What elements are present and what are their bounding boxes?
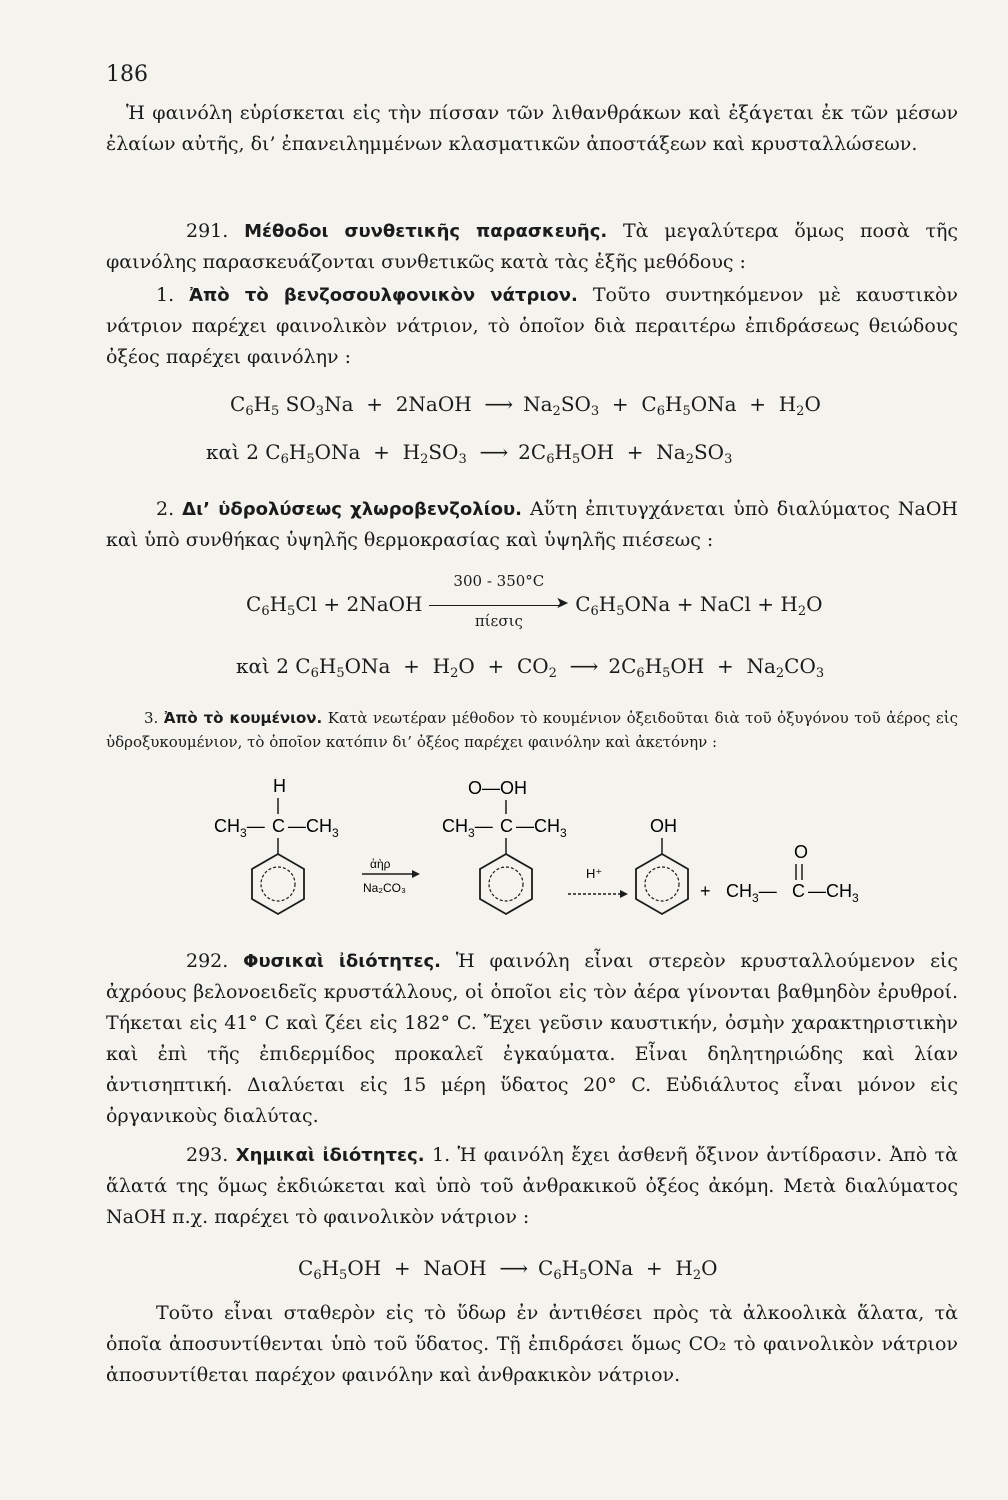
svg-text:C: C — [792, 881, 805, 901]
and-word: καὶ — [206, 440, 240, 464]
svg-text:CH3—: $CH_3—$ — [726, 881, 777, 905]
svg-text:CH3—: $CH_3—$ — [442, 816, 493, 840]
method-2 — [106, 494, 958, 556]
closing-paragraph: Τοῦτο εἶναι σταθερὸν εἰς τὸ ὕδωρ ἐν ἀντιθέσει πρὸς τὰ ἀλκοολικὰ ἅλατα, τὰ ὁποῖα ἀποσυντίθενται ὑπὸ τοῦ ὕδατος. Τῇ ἐπιδράσει ὅμως CO₂ τὸ φαινολικὸν νάτριον ἀποσυντίθεται παρέχον φαινόλην καὶ ἀνθρακικὸν νάτριον. — [106, 1302, 958, 1386]
section-number: 293. — [186, 1144, 229, 1166]
equation-3: $C_6H_5OH$ + NaOH ⟶ $C_6H_5ONa + H_2O$ — [298, 1256, 718, 1283]
equation-2a: $C_6H_5Cl$ + 2NaOH 300 - 350°C ➤ πίεσις $C_6H_5ONa$ + NaCl + $H_2O$ — [246, 571, 823, 630]
equation-1a: $C_6H_5$ $SO_3Na$ + 2NaOH ⟶ $Na_2SO_3 + C_6H_5ONa + H_2O$ — [230, 392, 821, 419]
method-3 — [106, 706, 958, 754]
section-292 — [106, 946, 958, 1132]
method-text: Αὕτη ἐπιτυγχάνεται ὑπὸ διαλύματος NaOH καὶ ὑπὸ συνθήκας ὑψηλῆς θερμοκρασίας καὶ ὑψηλῆς πιέσεως : — [106, 498, 959, 551]
svg-text:H: H — [273, 776, 286, 796]
svg-text:C: C — [272, 816, 285, 836]
reaction-arrow — [429, 571, 569, 630]
method-text: Τοῦτο συντηκόμενον μὲ καυστικὸν νάτριον παρέχει φαινολικὸν νάτριον, τὸ ὁποῖον διὰ περαιτέρω ἐπιδράσεως θειώδους ὀξέος παρέχει φαινόλην : — [106, 284, 958, 368]
acid-cleavage-arrow — [568, 866, 628, 898]
section-number: 291. — [186, 220, 229, 242]
method-title: Ἀπὸ τὸ κουμένιον. — [163, 709, 323, 727]
cumene-reaction-scheme — [200, 770, 900, 935]
svg-text:O—OH: O—OH — [468, 778, 528, 798]
section-title: Φυσικαὶ ἰδιότητες. — [243, 951, 441, 972]
svg-text:O: O — [794, 842, 809, 862]
cumene-structure — [214, 776, 339, 914]
equation-1b: καὶ 2 $C_6H_5ONa + H_2SO_3$ ⟶ $2C_6H_5OH + Na_2SO_3$ — [206, 440, 733, 467]
h-plus-label: H⁺ — [586, 866, 603, 881]
and-word: καὶ — [236, 654, 270, 678]
section-title: Χημικαὶ ἰδιότητες. — [235, 1145, 425, 1166]
section-text: Ἡ φαινόλη εἶναι στερεὸν κρυσταλλούμενον εἰς ἀχρόους βελονοειδεῖς κρυστάλλους, οἱ ὁποῖοι εἰς τὸν ἀέρα γίνονται βαθμηδὸν ἐρυθροί. Τήκεται εἰς 41° C καὶ ζέει εἰς 182° C. Ἔχει γεῦσιν καυστικήν, ὀσμὴν χαρακτηριστικὴν καὶ ἐπὶ τῆς ἐπιδερμίδος προκαλεῖ ἐγκαύματα. Εἶναι δηλητηριώδης καὶ λίαν ἀντισηπτική. Διαλύεται εἰς 15 μέρη ὕδατος 20° C. Εὐδιάλυτος εἶναι μόνον εἰς ὀργανικοὺς διαλύτας. — [106, 950, 959, 1127]
equation-2b: καὶ 2 $C_6H_5ONa + H_2O + CO_2$ ⟶ $2C_6H_5OH + Na_2CO_3$ — [236, 654, 825, 681]
svg-text:OH: OH — [650, 816, 677, 836]
temperature-condition: 300 - 350°C — [453, 571, 545, 590]
intro-paragraph: Ἡ φαινόλη εὑρίσκεται εἰς τὴν πίσσαν τῶν λιθανθράκων καὶ ἐξάγεται ἐκ τῶν μέσων ἐλαίων αὐτῆς, δι’ ἐπανειλημμένων κλασματικῶν ἀποστάξεων καὶ κρυσταλλώσεων. — [106, 102, 958, 155]
svg-text:—CH3: $—CH_3$ — [288, 816, 339, 840]
method-text: Κατὰ νεωτέραν μέθοδον τὸ κουμένιον ὀξειδοῦται διὰ τοῦ ὀξυγόνου τοῦ ἀέρος εἰς ὑδροξυκουμένιον, τὸ ὁποῖον κατόπιν δι’ ὀξέος παρέχει φαινόλην καὶ ἀκετόνην : — [106, 709, 958, 751]
method-number: 3. — [144, 709, 159, 727]
svg-text:C: C — [500, 816, 513, 836]
section-293 — [106, 1140, 958, 1233]
section-291 — [106, 216, 958, 278]
method-title: Ἀπὸ τὸ βενζοσουλφονικὸν νάτριον. — [189, 285, 578, 306]
oxidation-arrow — [362, 857, 420, 895]
air-label: ἀὴρ — [370, 857, 391, 871]
svg-text:—CH3: $—CH_3$ — [516, 816, 567, 840]
method-number: 2. — [156, 498, 175, 520]
arrow-head: ➤ — [555, 592, 569, 612]
method-title: Δι’ ὑδρολύσεως χλωροβενζολίου. — [182, 499, 522, 520]
section-text: 1. Ἡ φαινόλη ἔχει ἀσθενῆ ὄξινον ἀντίδρασιν. Ἀπὸ τὰ ἅλατά της ὅμως ἐκδιώκεται καὶ ὑπὸ τοῦ ἀνθρακικοῦ ὀξέος ἀκόμη. Μετὰ διαλύματος NaOH π.χ. παρέχει τὸ φαινολικὸν νάτριον : — [106, 1144, 958, 1228]
method-number: 1. — [156, 284, 175, 306]
method-1 — [106, 280, 958, 373]
svg-text:—CH3: $—CH_3$ — [808, 881, 859, 905]
pressure-condition: πίεσις — [474, 611, 523, 630]
cumene-hydroperoxide-structure — [442, 778, 567, 914]
page-number: 186 — [106, 62, 148, 87]
svg-text:CH3—: $CH_3—$ — [214, 816, 265, 840]
section-text: Τὰ μεγαλύτερα ὅμως ποσὰ τῆς φαινόλης παρασκευάζονται συνθετικῶς κατὰ τὰς ἑξῆς μεθόδους : — [106, 220, 959, 273]
na2co3-label: Na₂CO₃ — [363, 881, 406, 895]
plus-sign: + — [700, 881, 711, 901]
section-number: 292. — [186, 950, 229, 972]
phenol-structure — [636, 816, 688, 914]
section-title: Μέθοδοι συνθετικῆς παρασκευῆς. — [244, 221, 608, 242]
arrow-line — [429, 605, 559, 606]
acetone-structure — [700, 842, 859, 905]
